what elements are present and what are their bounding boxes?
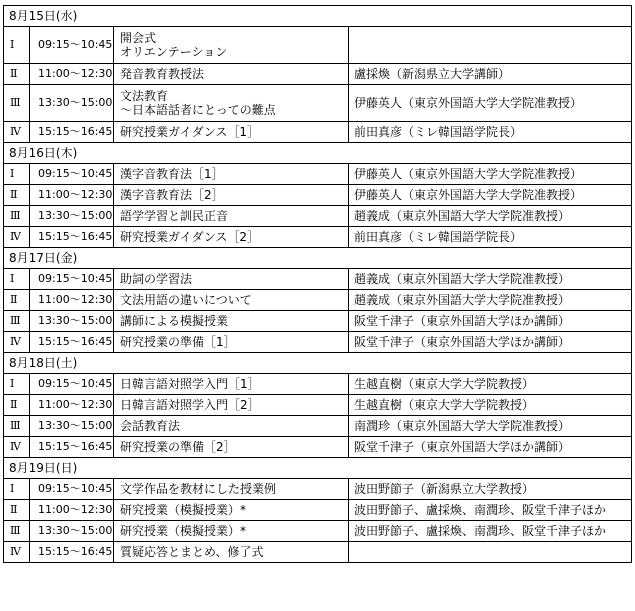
session-title-line: 漢字音教育法［2］ bbox=[120, 188, 224, 202]
session-title bbox=[114, 206, 349, 227]
session-row bbox=[4, 269, 632, 290]
session-number: Ⅰ bbox=[4, 269, 30, 290]
schedule-body bbox=[4, 6, 632, 563]
session-title-line: 〜日本語話者にとっての難点 bbox=[120, 103, 276, 117]
session-number: Ⅲ bbox=[4, 311, 30, 332]
session-row bbox=[4, 479, 632, 500]
session-title-line: 助詞の学習法 bbox=[120, 272, 193, 286]
session-row bbox=[4, 521, 632, 542]
session-time: 09:15〜10:45 bbox=[30, 479, 114, 500]
session-row bbox=[4, 500, 632, 521]
session-lecturer: 波田野節子（新潟県立大学教授） bbox=[349, 479, 632, 500]
day-header-row bbox=[4, 248, 632, 269]
session-time: 15:15〜16:45 bbox=[30, 437, 114, 458]
session-title-line: 語学学習と訓民正音 bbox=[120, 209, 229, 223]
session-title bbox=[114, 395, 349, 416]
session-time: 15:15〜16:45 bbox=[30, 332, 114, 353]
session-row bbox=[4, 185, 632, 206]
session-title-line: 発音教育教授法 bbox=[120, 67, 205, 81]
session-title bbox=[114, 479, 349, 500]
session-number: Ⅲ bbox=[4, 521, 30, 542]
day-header-row bbox=[4, 458, 632, 479]
session-title-line: 会話教育法 bbox=[120, 419, 181, 433]
session-title bbox=[114, 374, 349, 395]
day-header-row bbox=[4, 353, 632, 374]
session-title-line: 研究授業（模擬授業）* bbox=[120, 524, 247, 538]
session-lecturer: 盧採煥（新潟県立大学講師） bbox=[349, 64, 632, 85]
session-number: Ⅳ bbox=[4, 227, 30, 248]
session-row bbox=[4, 416, 632, 437]
session-title-line: オリエンテーション bbox=[120, 45, 228, 59]
session-number: Ⅳ bbox=[4, 542, 30, 563]
session-title-line: 日韓言語対照学入門［2］ bbox=[120, 398, 260, 412]
session-number: Ⅳ bbox=[4, 332, 30, 353]
session-title-line: 講師による模擬授業 bbox=[120, 314, 229, 328]
schedule-table bbox=[3, 5, 632, 563]
session-title-line: 開会式 bbox=[120, 31, 157, 45]
session-title bbox=[114, 122, 349, 143]
session-lecturer bbox=[349, 542, 632, 563]
session-time: 09:15〜10:45 bbox=[30, 164, 114, 185]
session-title-line: 研究授業の準備［1］ bbox=[120, 335, 236, 349]
session-number: Ⅱ bbox=[4, 395, 30, 416]
session-row bbox=[4, 164, 632, 185]
session-lecturer: 阪堂千津子（東京外国語大学ほか講師） bbox=[349, 332, 632, 353]
session-title bbox=[114, 500, 349, 521]
session-row bbox=[4, 437, 632, 458]
session-lecturer: 南潤珍（東京外国語大学大学院准教授） bbox=[349, 416, 632, 437]
session-lecturer: 阪堂千津子（東京外国語大学ほか講師） bbox=[349, 437, 632, 458]
session-title-line: 文学作品を教材にした授業例 bbox=[120, 482, 277, 496]
session-title-line: 文法用語の違いについて bbox=[120, 293, 252, 307]
session-time: 09:15〜10:45 bbox=[30, 269, 114, 290]
session-time: 11:00〜12:30 bbox=[30, 64, 114, 85]
day-date: 8月19日(日) bbox=[4, 458, 632, 479]
session-lecturer: 伊藤英人（東京外国語大学大学院准教授） bbox=[349, 85, 632, 122]
session-title bbox=[114, 64, 349, 85]
session-time: 11:00〜12:30 bbox=[30, 500, 114, 521]
session-number: Ⅲ bbox=[4, 206, 30, 227]
session-row bbox=[4, 542, 632, 563]
session-title bbox=[114, 85, 349, 122]
session-lecturer: 前田真彦（ミレ韓国語学院長） bbox=[349, 122, 632, 143]
session-number: Ⅰ bbox=[4, 164, 30, 185]
session-title bbox=[114, 164, 349, 185]
day-date: 8月17日(金) bbox=[4, 248, 632, 269]
session-title-line: 質疑応答とまとめ、修了式 bbox=[120, 545, 264, 559]
session-lecturer: 波田野節子、盧採煥、南潤珍、阪堂千津子ほか bbox=[349, 500, 632, 521]
session-row bbox=[4, 374, 632, 395]
session-row bbox=[4, 290, 632, 311]
session-lecturer: 伊藤英人（東京外国語大学大学院准教授） bbox=[349, 185, 632, 206]
session-number: Ⅲ bbox=[4, 85, 30, 122]
session-title-line: 漢字音教育法［1］ bbox=[120, 167, 224, 181]
session-row bbox=[4, 311, 632, 332]
session-lecturer: 伊藤英人（東京外国語大学大学院准教授） bbox=[349, 164, 632, 185]
session-time: 11:00〜12:30 bbox=[30, 185, 114, 206]
session-title bbox=[114, 290, 349, 311]
session-row bbox=[4, 64, 632, 85]
session-title-line: 研究授業（模擬授業）* bbox=[120, 503, 247, 517]
session-number: Ⅲ bbox=[4, 416, 30, 437]
session-lecturer: 生越直樹（東京大学大学院教授） bbox=[349, 395, 632, 416]
session-time: 11:00〜12:30 bbox=[30, 395, 114, 416]
session-lecturer: 生越直樹（東京大学大学院教授） bbox=[349, 374, 632, 395]
day-date: 8月18日(土) bbox=[4, 353, 632, 374]
session-number: Ⅱ bbox=[4, 185, 30, 206]
session-title bbox=[114, 27, 349, 64]
session-lecturer: 趙義成（東京外国語大学大学院准教授） bbox=[349, 290, 632, 311]
session-number: Ⅱ bbox=[4, 500, 30, 521]
session-time: 13:30〜15:00 bbox=[30, 416, 114, 437]
session-lecturer: 波田野節子、盧採煥、南潤珍、阪堂千津子ほか bbox=[349, 521, 632, 542]
session-number: Ⅰ bbox=[4, 27, 30, 64]
session-time: 09:15〜10:45 bbox=[30, 374, 114, 395]
session-time: 13:30〜15:00 bbox=[30, 85, 114, 122]
session-title bbox=[114, 332, 349, 353]
session-title-line: 研究授業ガイダンス［1］ bbox=[120, 125, 260, 139]
session-time: 13:30〜15:00 bbox=[30, 521, 114, 542]
session-number: Ⅳ bbox=[4, 437, 30, 458]
session-number: Ⅳ bbox=[4, 122, 30, 143]
session-title bbox=[114, 416, 349, 437]
session-lecturer: 前田真彦（ミレ韓国語学院長） bbox=[349, 227, 632, 248]
session-title bbox=[114, 437, 349, 458]
session-time: 15:15〜16:45 bbox=[30, 122, 114, 143]
session-lecturer bbox=[349, 27, 632, 64]
day-header-row bbox=[4, 6, 632, 27]
day-date: 8月15日(水) bbox=[4, 6, 632, 27]
session-number: Ⅱ bbox=[4, 64, 30, 85]
session-title bbox=[114, 185, 349, 206]
session-time: 13:30〜15:00 bbox=[30, 311, 114, 332]
session-row bbox=[4, 395, 632, 416]
day-header-row bbox=[4, 143, 632, 164]
session-row bbox=[4, 122, 632, 143]
day-date: 8月16日(木) bbox=[4, 143, 632, 164]
session-time: 13:30〜15:00 bbox=[30, 206, 114, 227]
session-row bbox=[4, 85, 632, 122]
session-row bbox=[4, 227, 632, 248]
session-title bbox=[114, 542, 349, 563]
session-title bbox=[114, 521, 349, 542]
session-title-line: 文法教育 bbox=[120, 89, 169, 103]
session-title bbox=[114, 227, 349, 248]
session-number: Ⅰ bbox=[4, 479, 30, 500]
session-title bbox=[114, 269, 349, 290]
session-time: 11:00〜12:30 bbox=[30, 290, 114, 311]
session-lecturer: 趙義成（東京外国語大学大学院准教授） bbox=[349, 206, 632, 227]
session-number: Ⅰ bbox=[4, 374, 30, 395]
session-row bbox=[4, 206, 632, 227]
session-lecturer: 趙義成（東京外国語大学大学院准教授） bbox=[349, 269, 632, 290]
session-time: 15:15〜16:45 bbox=[30, 542, 114, 563]
session-title bbox=[114, 311, 349, 332]
session-title-line: 日韓言語対照学入門［1］ bbox=[120, 377, 260, 391]
session-row bbox=[4, 27, 632, 64]
session-time: 09:15〜10:45 bbox=[30, 27, 114, 64]
session-row bbox=[4, 332, 632, 353]
session-lecturer: 阪堂千津子（東京外国語大学ほか講師） bbox=[349, 311, 632, 332]
session-time: 15:15〜16:45 bbox=[30, 227, 114, 248]
session-title-line: 研究授業ガイダンス［2］ bbox=[120, 230, 260, 244]
session-title-line: 研究授業の準備［2］ bbox=[120, 440, 236, 454]
session-number: Ⅱ bbox=[4, 290, 30, 311]
